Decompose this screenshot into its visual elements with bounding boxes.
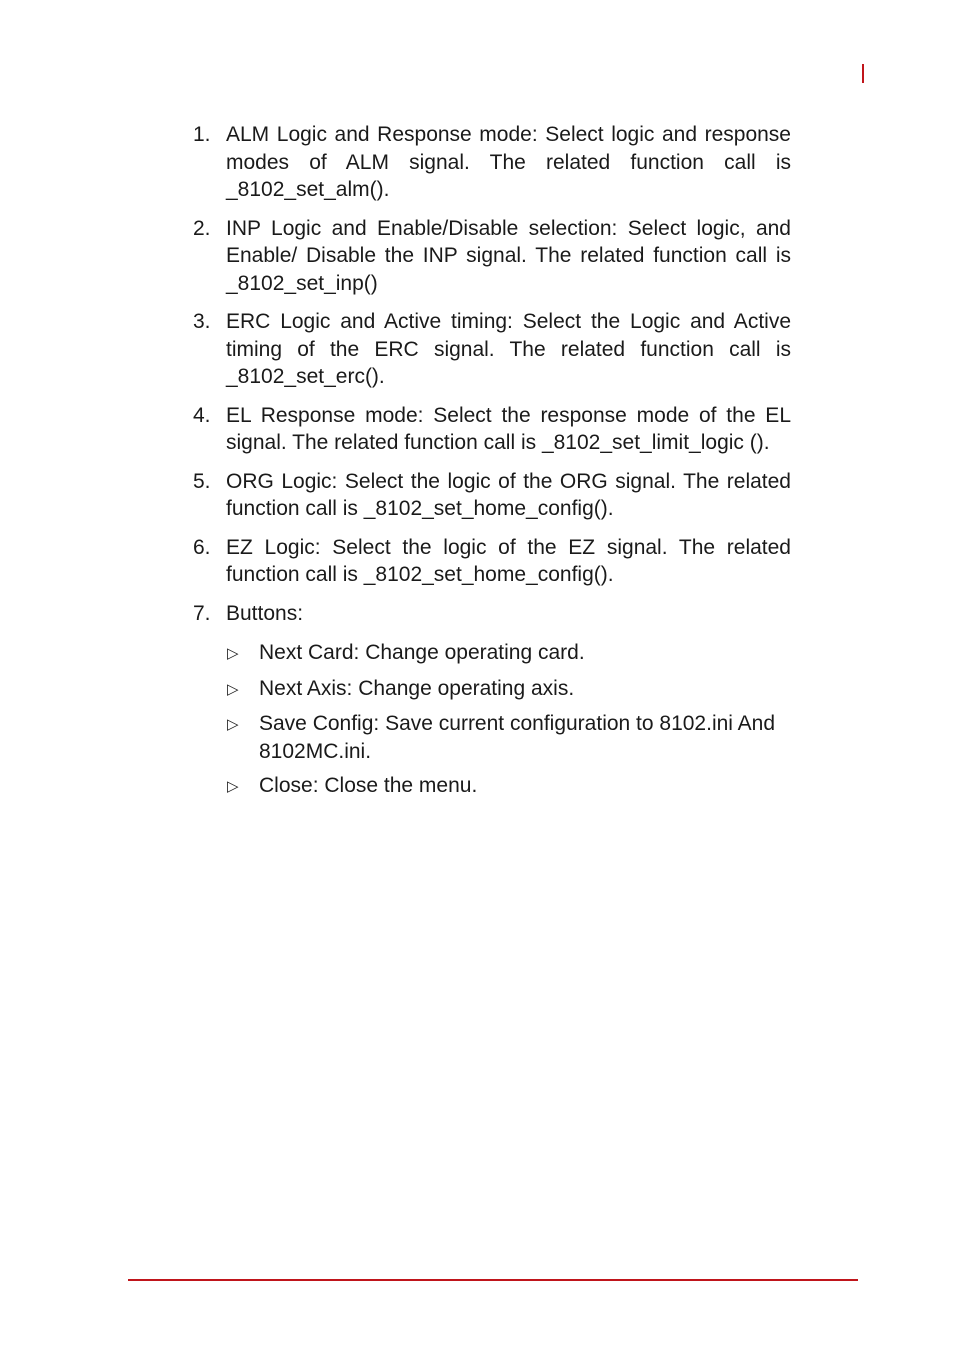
triangle-bullet-icon: ▷ <box>227 645 239 662</box>
sublist-item <box>227 772 827 801</box>
item-text: Buttons: <box>226 601 304 625</box>
item-text: ALM Logic and Response mode: Select logic and response modes of ALM signal. The related function call is _8102_set_alm(). <box>226 123 791 201</box>
item-text: EL Response mode: Select the response mode of the EL signal. The related function call is _8102_set_limit_logic (). <box>226 403 791 454</box>
sublist-item <box>227 710 827 765</box>
sublist-text: Next Axis: Change operating axis. <box>259 676 575 700</box>
item-number: 6. <box>193 535 211 559</box>
triangle-bullet-icon: ▷ <box>227 716 239 733</box>
triangle-bullet-icon: ▷ <box>227 680 239 698</box>
item-number: 4. <box>193 403 211 427</box>
item-text: EZ Logic: Select the logic of the EZ signal. The related function call is _8102_set_home_config(). <box>226 535 791 586</box>
item-number: 5. <box>193 469 211 493</box>
buttons-sublist <box>227 639 827 801</box>
item-number: 7. <box>193 601 211 625</box>
item-text: ORG Logic: Select the logic of the ORG signal. The related function call is _8102_set_home_config(). <box>226 469 791 520</box>
item-text: INP Logic and Enable/Disable selection: Select logic, and Enable/ Disable the INP signal. The related function call is _8102_set_inp() <box>226 216 791 295</box>
header-mark <box>862 64 864 83</box>
list-item <box>193 121 791 204</box>
list-item <box>193 468 791 523</box>
item-number: 2. <box>193 216 211 240</box>
sublist-text: Next Card: Change operating card. <box>259 641 585 664</box>
list-item <box>193 215 791 298</box>
sublist-item <box>227 675 827 704</box>
list-item <box>193 600 791 628</box>
sublist-text: Save Config: Save current configuration to 8102.ini And 8102MC.ini. <box>259 712 775 763</box>
item-text: ERC Logic and Active timing: Select the Logic and Active timing of the ERC signal. The related function call is _8102_set_erc(). <box>226 310 791 388</box>
item-number: 3. <box>193 310 211 333</box>
item-number: 1. <box>193 123 211 146</box>
list-item <box>193 534 791 589</box>
footer-rule <box>128 1279 858 1281</box>
document-body <box>193 121 791 808</box>
list-item <box>193 308 791 391</box>
list-item <box>193 402 791 457</box>
sublist-item <box>227 639 827 668</box>
sublist-text: Close: Close the menu. <box>259 774 478 797</box>
triangle-bullet-icon: ▷ <box>227 778 239 795</box>
